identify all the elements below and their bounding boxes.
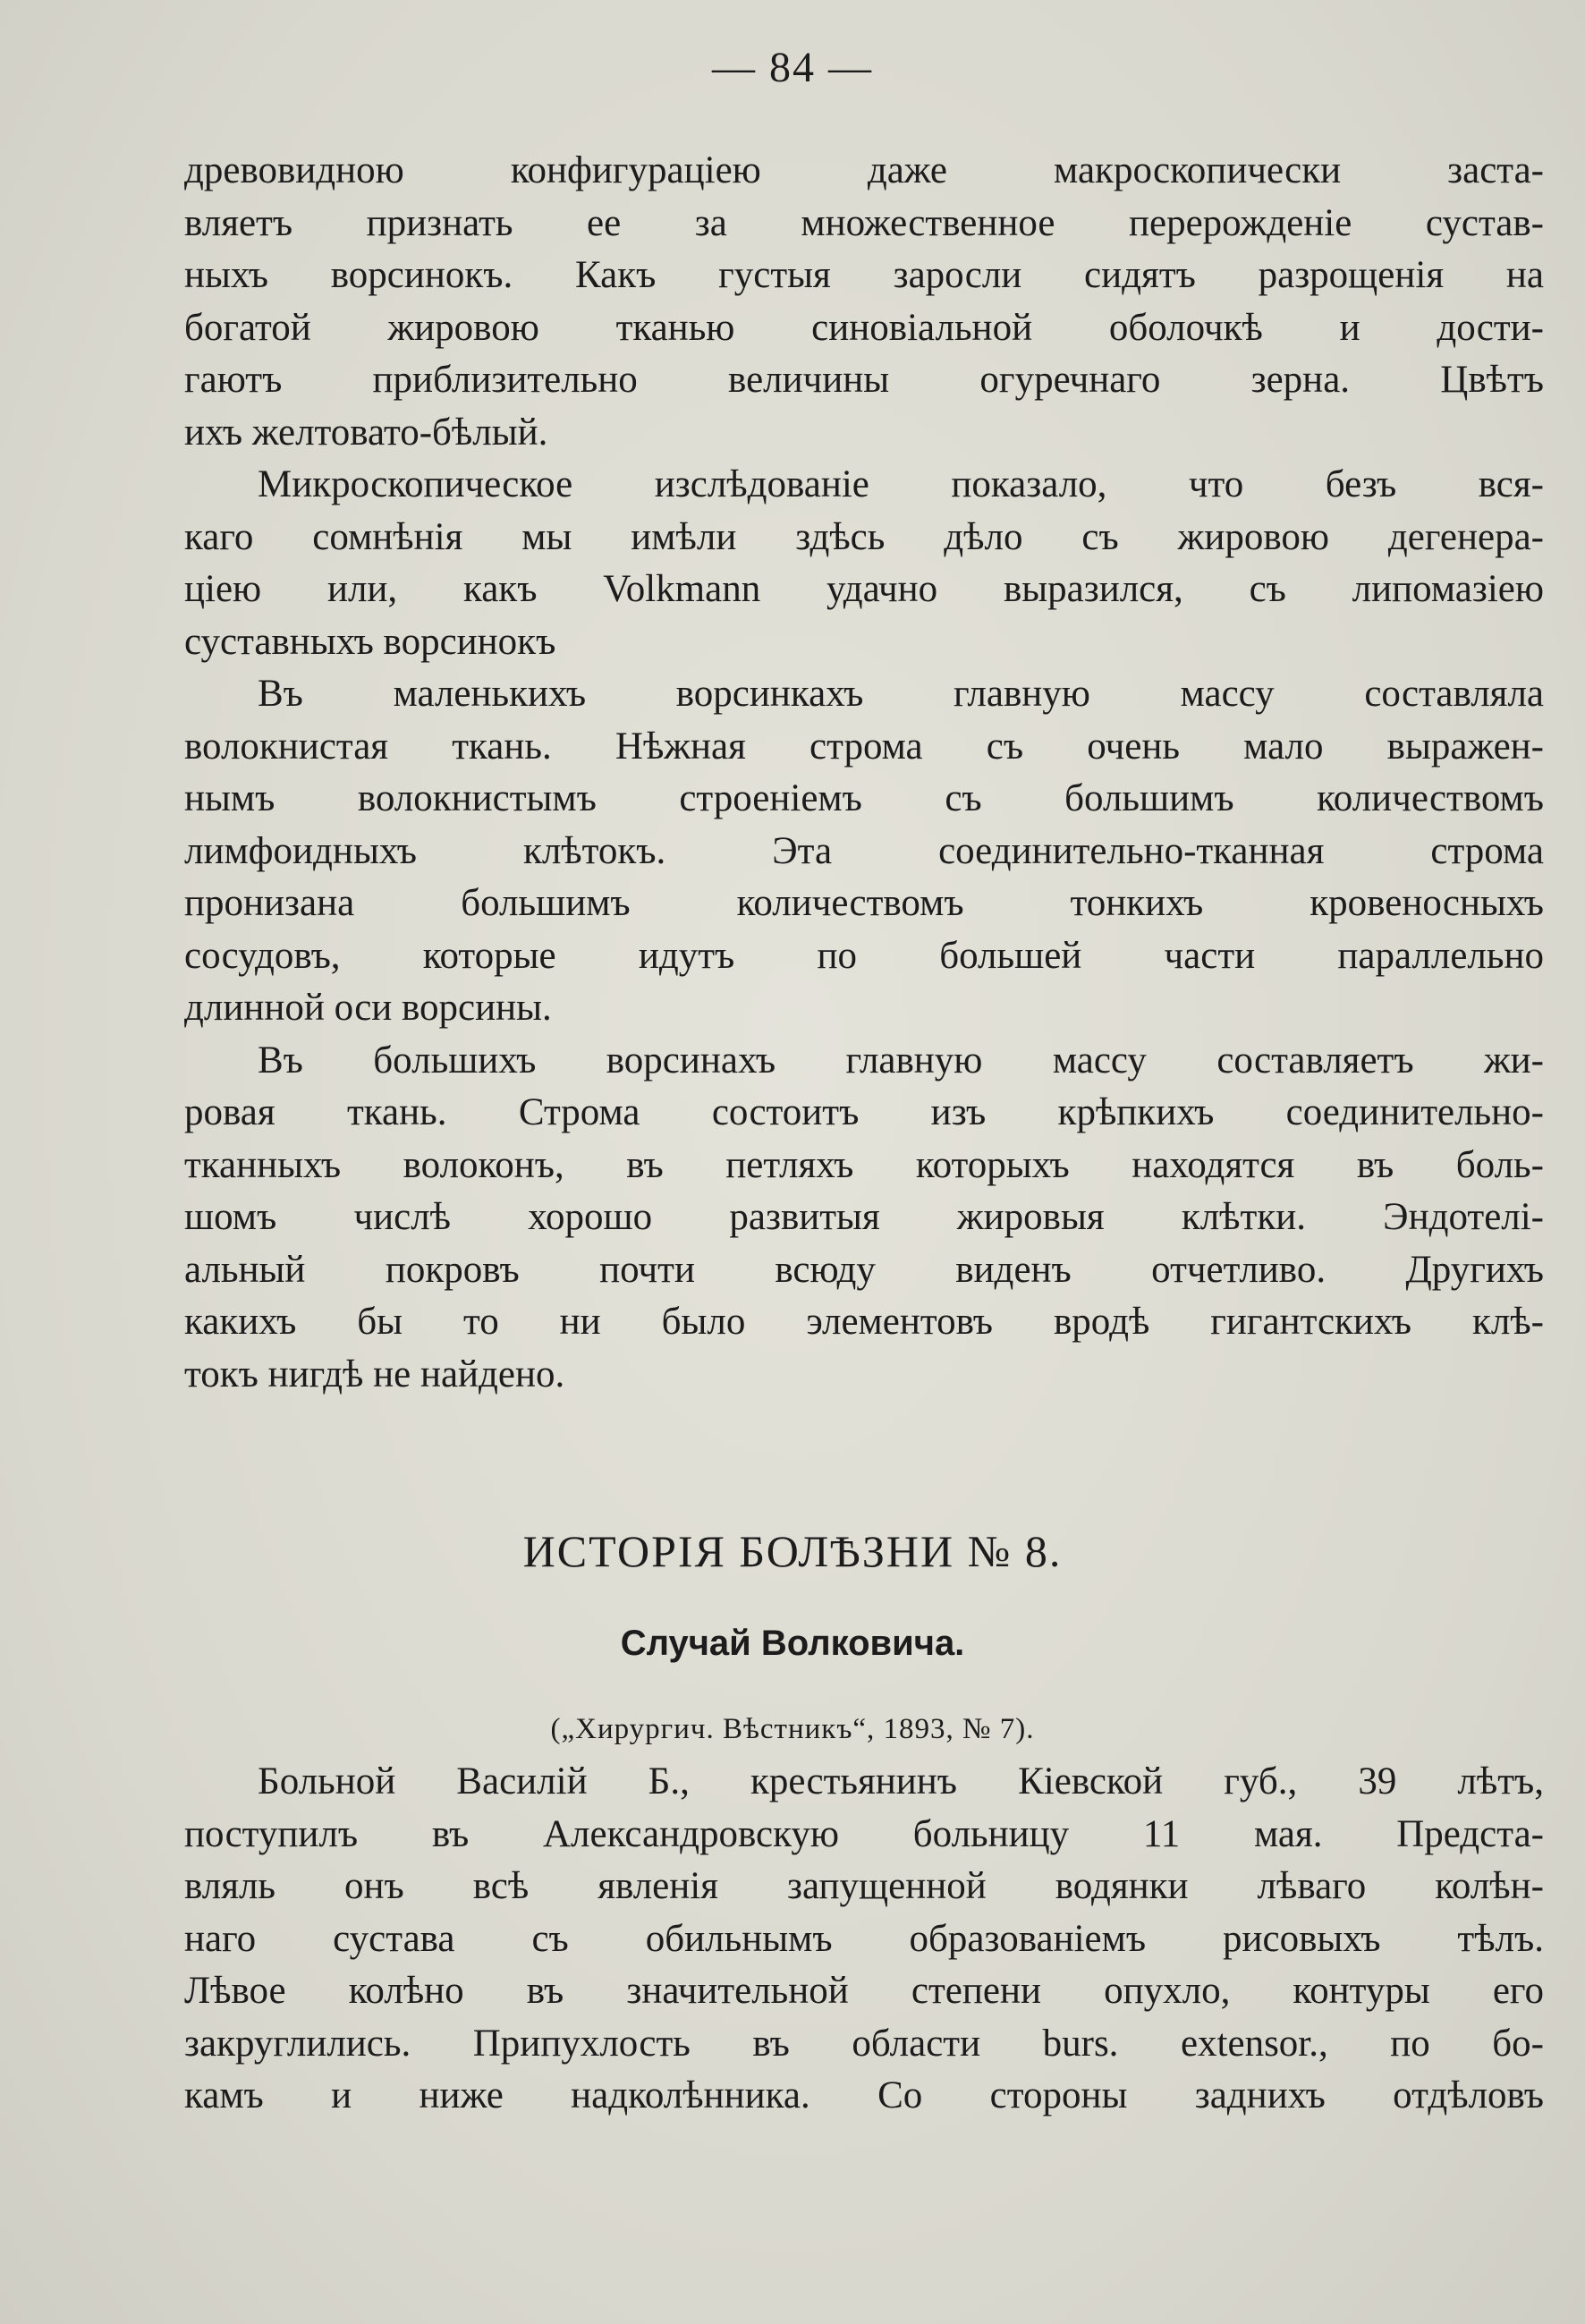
text-line: нымъ волокнистымъ строеніемъ съ большимъ количествомъ: [184, 777, 1544, 819]
section-subheading: Случай Волковича.: [620, 1624, 965, 1663]
text-line: ровая ткань. Строма состоитъ изъ крѣпкихъ соединительно-: [184, 1091, 1544, 1133]
body-text-top: [184, 145, 1544, 1401]
text-line: гаютъ приблизительно величины огуречнаго зерна. Цвѣтъ: [184, 359, 1544, 401]
text-line: Въ большихъ ворсинахъ главную массу составляетъ жи-: [258, 1039, 1544, 1081]
text-line: Больной Василій Б., крестьянинъ Кіевской губ., 39 лѣтъ,: [258, 1760, 1544, 1802]
text-line: закруглились. Припухлость въ области burs. extensor., по бо-: [184, 2022, 1544, 2065]
text-line: сосудовъ, которые идутъ по большей части параллельно: [184, 934, 1544, 977]
paragraph-4: [184, 1035, 1544, 1402]
text-line: лимфоидныхъ клѣтокъ. Эта соединительно-тканная строма: [184, 829, 1544, 872]
text-line: вляль онъ всѣ явленія запущенной водянки лѣваго колѣн-: [184, 1865, 1544, 1907]
text-line: поступилъ въ Александровскую больницу 11 мая. Предста-: [184, 1812, 1544, 1855]
text-line: Микроскопическое изслѣдованіе показало, что безъ вся-: [258, 463, 1544, 505]
text-line: пронизана большимъ количествомъ тонкихъ кровеносныхъ: [184, 882, 1544, 924]
text-line: волокнистая ткань. Нѣжная строма съ очень мало выражен-: [184, 725, 1544, 768]
text-line: тканныхъ волоконъ, въ петляхъ которыхъ находятся въ боль-: [184, 1143, 1544, 1186]
text-line: вляетъ признать ее за множественное перерожденіе сустав-: [184, 201, 1544, 244]
text-line: длинной оси ворсины.: [184, 987, 552, 1029]
text-line: Въ маленькихъ ворсинкахъ главную массу составляла: [258, 673, 1544, 715]
text-line: шомъ числѣ хорошо развитыя жировыя клѣтки. Эндотелі-: [184, 1196, 1544, 1238]
text-line: ихъ желтовато-бѣлый.: [184, 411, 548, 454]
text-line: древовидною конфигураціею даже макроскопически заста-: [184, 149, 1544, 191]
text-line: какихъ бы то ни было элементовъ вродѣ гигантскихъ клѣ-: [184, 1301, 1544, 1343]
text-line: наго сустава съ обильнымъ образованіемъ рисовыхъ тѣлъ.: [184, 1917, 1544, 1960]
text-line: Лѣвое колѣно въ значительной степени опухло, контуры его: [184, 1970, 1544, 2012]
paragraph-3: [184, 668, 1544, 1035]
text-line: токъ нигдѣ не найдено.: [184, 1353, 565, 1395]
text-line: ціею или, какъ Volkmann удачно выразился, съ липомазіею: [184, 568, 1544, 610]
text-line: каго сомнѣнія мы имѣли здѣсь дѣло съ жировою дегенера-: [184, 515, 1544, 558]
section-heading: ИСТОРІЯ БОЛѢЗНИ № 8.: [522, 1526, 1063, 1576]
paragraph-5: [184, 1756, 1544, 2123]
paragraph-2: [184, 459, 1544, 668]
source-citation: („Хирургич. Вѣстникъ“, 1893, № 7).: [550, 1713, 1035, 1745]
text-line: богатой жировою тканью синовіальной оболочкѣ и дости-: [184, 306, 1544, 349]
text-line: камъ и ниже надколѣнника. Со стороны заднихъ отдѣловъ: [184, 2074, 1544, 2116]
text-line: суставныхъ ворсинокъ: [184, 620, 556, 663]
page-number: — 84 —: [712, 44, 873, 91]
text-line: ныхъ ворсинокъ. Какъ густыя заросли сидятъ разрощенія на: [184, 254, 1544, 296]
paragraph-1: [184, 145, 1544, 459]
body-text-bottom: [184, 1756, 1544, 2123]
text-line: альный покровъ почти всюду виденъ отчетливо. Другихъ: [184, 1248, 1544, 1291]
